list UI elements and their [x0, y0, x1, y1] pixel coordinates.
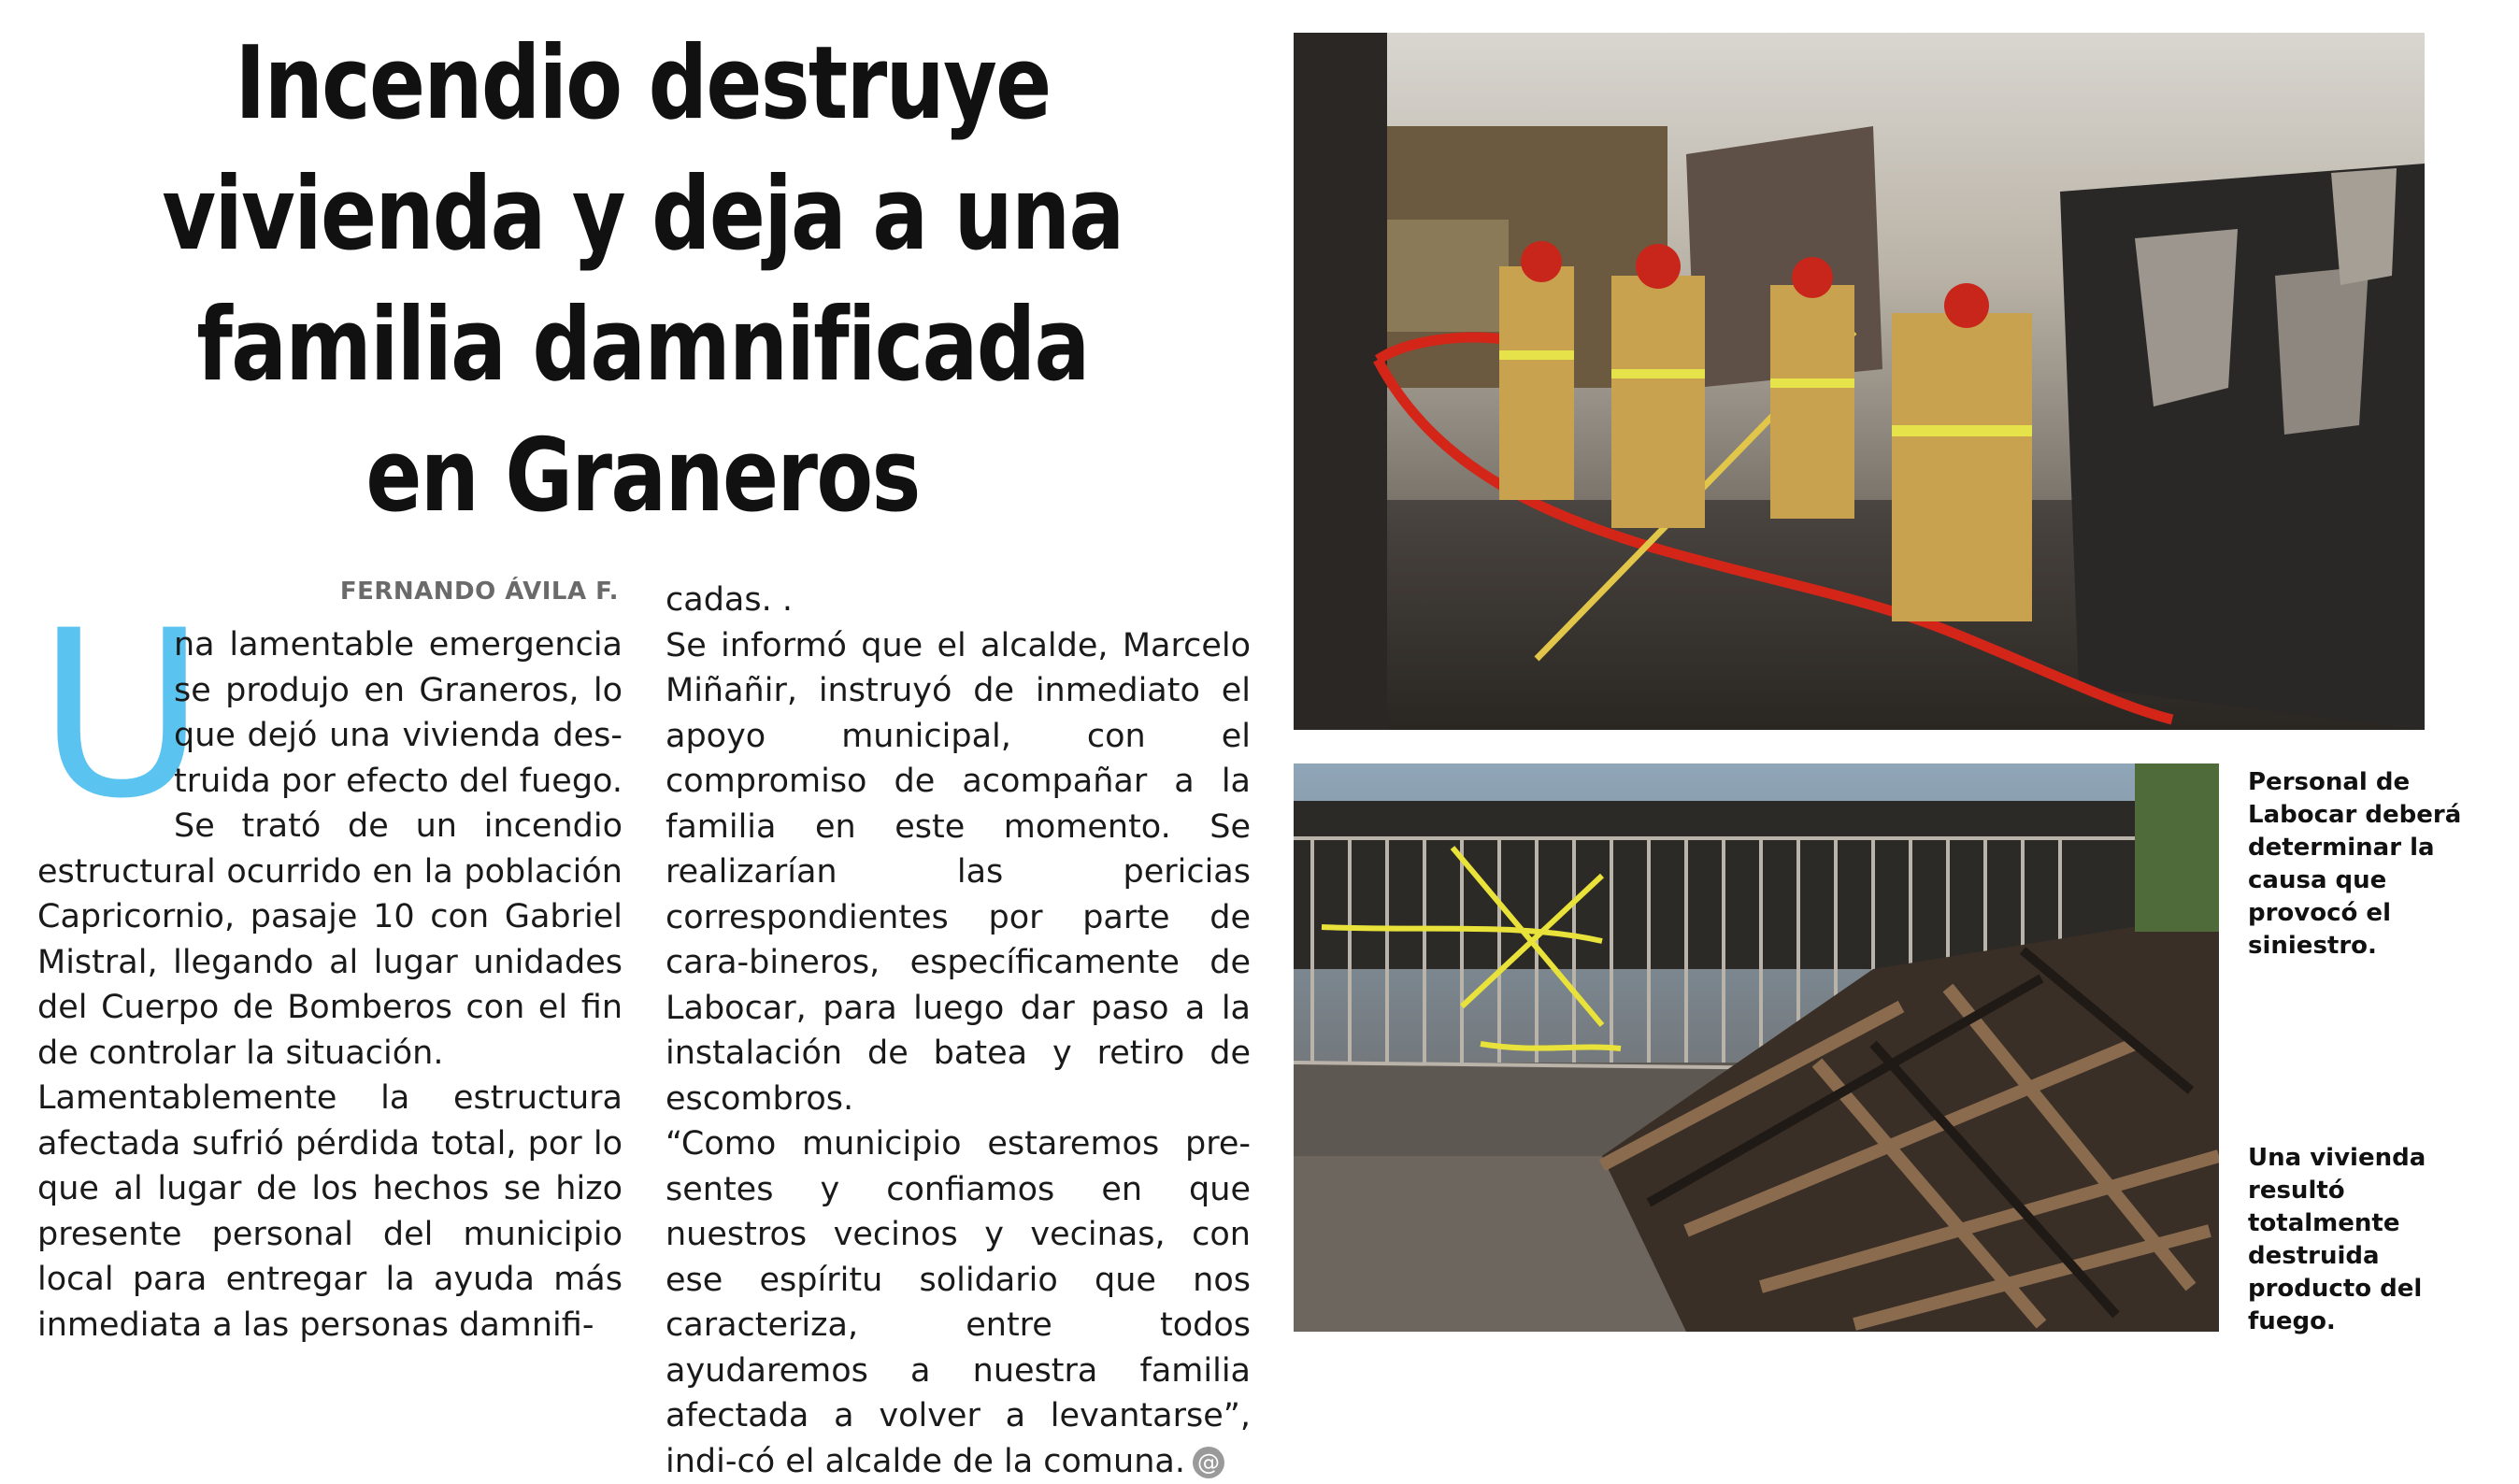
paragraph	[666, 1121, 1251, 1484]
paragraph: na lamentable emergencia se produjo en Graneros, lo que dejó una vivienda des-truida por efecto del fuego. Se trató de un incendio estructural ocurrido en la población Capricornio, pasaje 10 con Gabriel Mistral, llegando al lugar unidades del Cuerpo de Bomberos con el fin de controlar la situación.	[37, 626, 623, 1072]
headline-line-2: vivienda y deja a una	[162, 156, 1124, 273]
photo-caption-2: Una vivienda resultó totalmente destruida producto del fuego.	[2248, 1144, 2426, 1335]
article-column-2	[666, 578, 1251, 1484]
drop-cap: U	[37, 582, 207, 849]
paragraph: cadas. .	[666, 581, 793, 619]
end-mark-icon: @	[1193, 1447, 1224, 1478]
paragraph: Se informó que el alcalde, Marcelo Miñañir, instruyó de inmediato el apoyo municipal, con el compromiso de acompañar a la familia en este momento. Se realizarían las pericias correspondientes por parte de cara-bineros, específicamente de Labocar, para luego dar paso a la instalación de batea y retiro de escombros.	[666, 626, 1251, 1118]
headline-line-4: en Graneros	[365, 418, 920, 535]
paragraph: Lamentablemente la estructura afectada sufrió pérdida total, por lo que al lugar de los hechos se hizo presente personal del municipio local para entregar la ayuda más inmediata a las personas damnifi-	[37, 1079, 623, 1344]
headline-line-1: Incendio destruye	[235, 25, 1051, 142]
photo-caption-1: Personal de Labocar deberá determinar la causa que provocó el siniestro.	[2248, 768, 2462, 960]
headline	[147, 19, 1139, 542]
headline-line-3: familia damnificada	[196, 287, 1089, 404]
firefighters-photo	[1294, 33, 2425, 730]
byline: FERNANDO ÁVILA F.	[339, 578, 619, 606]
paragraph-text: “Como municipio estaremos pre-sentes y confiamos en que nuestros vecinos y vecinas, con ese espíritu solidario que nos caracteriza, entre todos ayudaremos a nuestra familia afectada a volver a levantarse”, indi-có el alcalde de la comuna.	[666, 1125, 1251, 1480]
debris-photo	[1294, 763, 2219, 1332]
